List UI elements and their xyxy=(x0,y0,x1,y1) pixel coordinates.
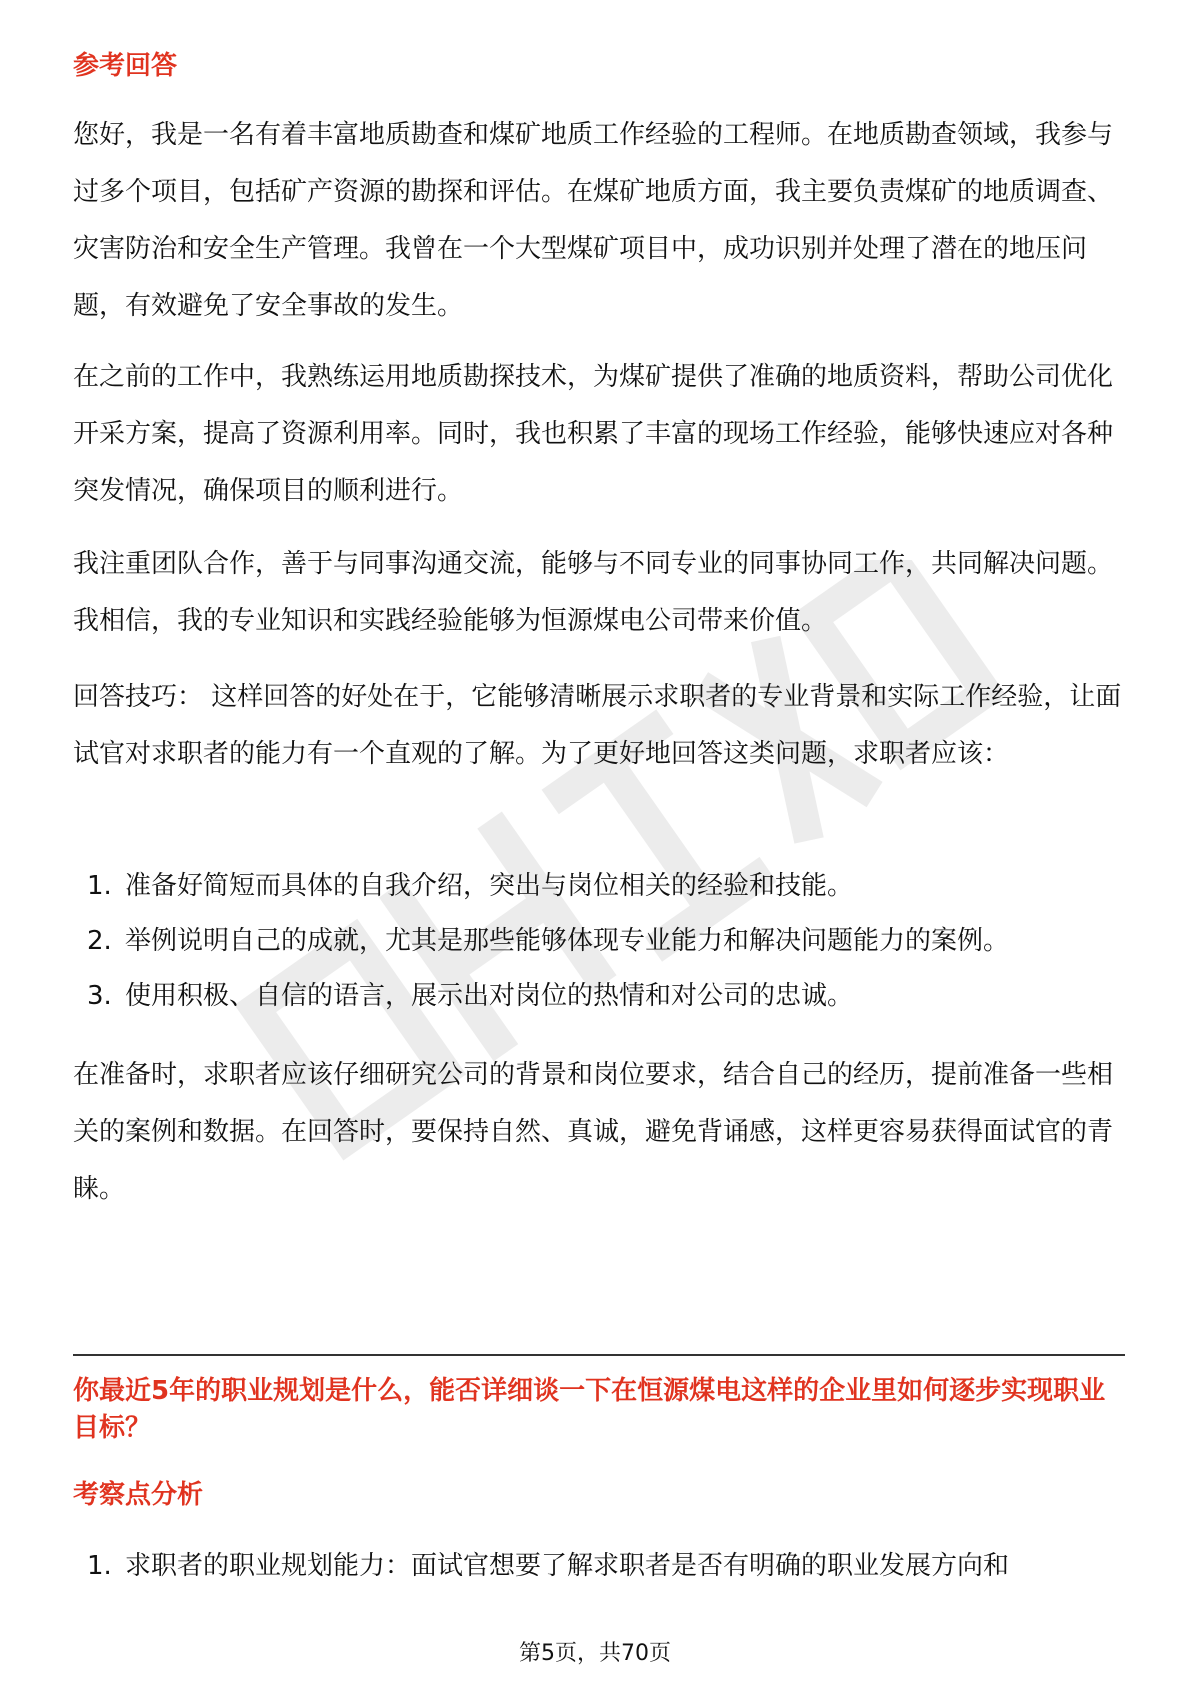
answer-paragraph-3: 我注重团队合作，善于与同事沟通交流，能够与不同专业的同事协同工作，共同解决问题。我相信，我的专业知识和实践经验能够为恒源煤电公司带来价值。 xyxy=(73,549,1114,636)
analysis-item-1 xyxy=(87,1548,1127,1584)
tip-number: 2. xyxy=(87,926,112,956)
answer-paragraph-1: 您好，我是一名有着丰富地质勘查和煤矿地质工作经验的工程师。在地质勘查领域，我参与过多个项目，包括矿产资源的勘探和评估。在煤矿地质方面，我主要负责煤矿的地质调查、灾害防治和安全生产管理。我曾在一个大型煤矿项目中，成功识别并处理了潜在的地压问题，有效避免了安全事故的发生。 xyxy=(73,120,1114,321)
tip-number: 3. xyxy=(87,981,112,1011)
answer-paragraph-2: 在之前的工作中，我熟练运用地质勘探技术，为煤矿提供了准确的地质资料，帮助公司优化开采方案，提高了资源利用率。同时，我也积累了丰富的现场工作经验，能够快速应对各种突发情况，确保项目的顺利进行。 xyxy=(73,362,1114,506)
next-question-title: 你最近5年的职业规划是什么，能否详细谈一下在恒源煤电这样的企业里如何逐步实现职业目标？ xyxy=(73,1376,1106,1443)
analysis-heading: 考察点分析 xyxy=(73,1480,204,1510)
answer-closing-paragraph: 在准备时，求职者应该仔细研究公司的背景和岗位要求，结合自己的经历，提前准备一些相关的案例和数据。在回答时，要保持自然、真诚，避免背诵感，这样更容易获得面试官的青睐。 xyxy=(73,1060,1114,1204)
tip-text: 举例说明自己的成就，尤其是那些能够体现专业能力和解决问题能力的案例。 xyxy=(125,926,1010,956)
tip-item-1 xyxy=(87,868,1127,904)
tip-item-2 xyxy=(87,923,1127,959)
analysis-text: 求职者的职业规划能力：面试官想要了解求职者是否有明确的职业发展方向和 xyxy=(125,1551,1010,1581)
section-divider xyxy=(73,1354,1125,1356)
tip-text: 使用积极、自信的语言，展示出对岗位的热情和对公司的忠诚。 xyxy=(125,981,854,1011)
tip-item-3 xyxy=(87,978,1127,1014)
answer-tips-intro: 回答技巧： 这样回答的好处在于，它能够清晰展示求职者的专业背景和实际工作经验，让面试官对求职者的能力有一个直观的了解。为了更好地回答这类问题，求职者应该： xyxy=(73,682,1122,769)
analysis-number: 1. xyxy=(87,1551,112,1581)
tip-number: 1. xyxy=(87,871,112,901)
page-number-footer: 第5页，共70页 xyxy=(519,1641,671,1666)
reference-answer-heading: 参考回答 xyxy=(73,51,178,81)
tip-text: 准备好简短而具体的自我介绍，突出与岗位相关的经验和技能。 xyxy=(125,871,854,901)
